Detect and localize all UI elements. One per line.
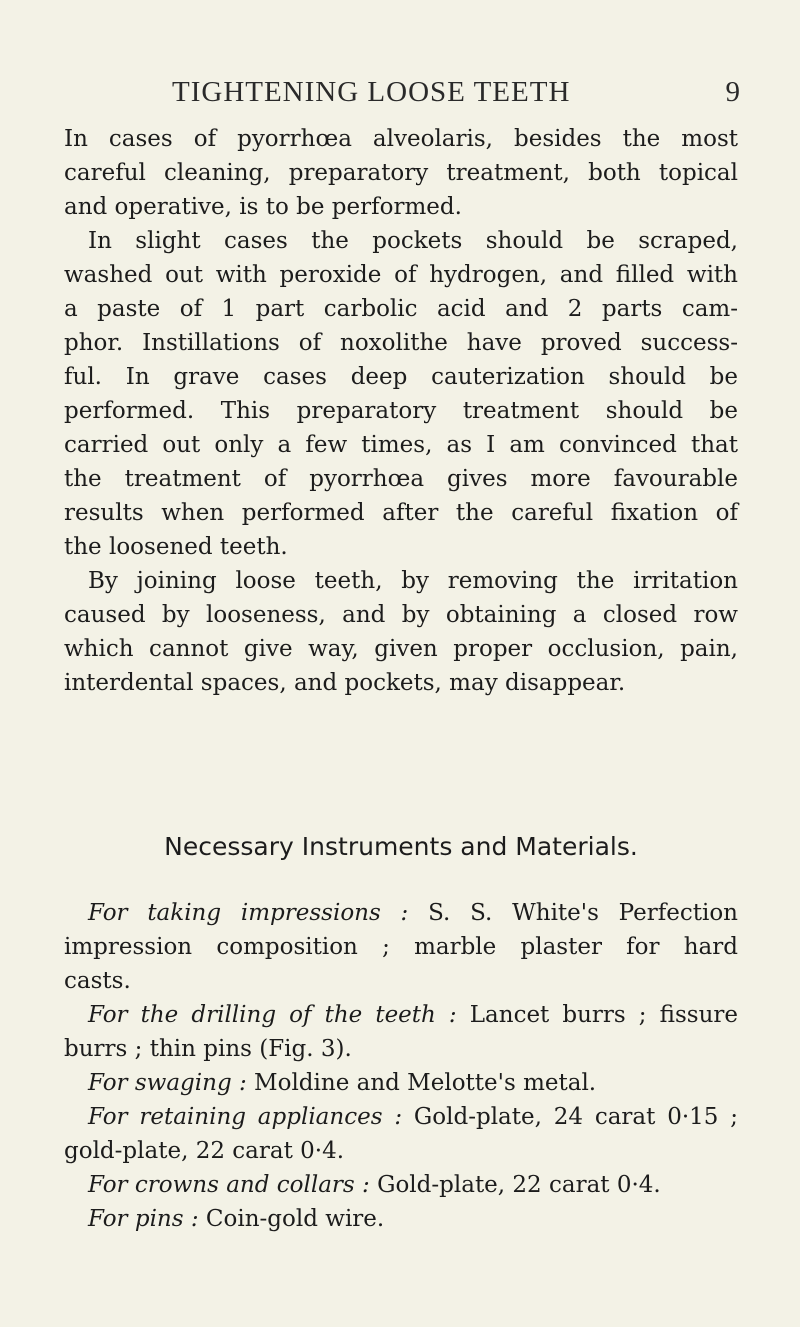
- paragraph-3-line-3: which cannot give way, given proper occlusion, pain,: [64, 636, 738, 662]
- paragraph-2-line-9: results when performed after the careful fixation of: [64, 500, 738, 526]
- materials-crowns-label: For crowns and collars :: [88, 1172, 370, 1198]
- section-heading: Necessary Instruments and Materials.: [164, 832, 638, 861]
- materials-impressions-line-1: [64, 896, 738, 930]
- materials-drilling-line-2: burrs ; thin pins (Fig. 3).: [64, 1036, 352, 1062]
- materials-drilling-label: For the drilling of the teeth :: [88, 1002, 457, 1028]
- materials-crowns-text-1: Gold-plate, 22 carat 0·4.: [369, 1172, 661, 1198]
- paragraph-3-line-1: By joining loose teeth, by removing the irritation: [88, 568, 738, 594]
- materials-pins-line-1: [64, 1202, 738, 1236]
- materials-impressions-line-2: impression composition ; marble plaster for hard: [64, 934, 738, 960]
- paragraph-2-line-1: In slight cases the pockets should be scraped,: [88, 228, 738, 254]
- materials-pins-text-1: Coin-gold wire.: [198, 1206, 385, 1232]
- materials-swaging-text-1: Moldine and Melotte's metal.: [246, 1070, 597, 1096]
- paragraph-2-line-3: a paste of 1 part carbolic acid and 2 parts cam-: [64, 296, 738, 322]
- materials-impressions-text-1: S. S. White's Perfection: [408, 900, 738, 926]
- materials-drilling-line-1: [64, 998, 738, 1032]
- paragraph-2-line-5: ful. In grave cases deep cauterization should be: [64, 364, 738, 390]
- materials-retaining-text-1: Gold-plate, 24 carat 0·15 ;: [402, 1104, 738, 1130]
- materials-impressions-label: For taking impressions :: [88, 900, 409, 926]
- materials-swaging-label: For swaging :: [88, 1070, 247, 1096]
- paragraph-2-line-6: performed. This preparatory treatment should be: [64, 398, 738, 424]
- page-header: [172, 76, 740, 116]
- paragraph-1-line-3: and operative, is to be performed.: [64, 194, 462, 220]
- materials-list: [64, 896, 738, 1236]
- materials-retaining-line-2: gold-plate, 22 carat 0·4.: [64, 1138, 345, 1164]
- paragraph-3-line-4: interdental spaces, and pockets, may disappear.: [64, 670, 626, 696]
- paragraph-2-line-4: phor. Instillations of noxolithe have proved success-: [64, 330, 738, 356]
- paragraph-2-line-2: washed out with peroxide of hydrogen, and filled with: [64, 262, 738, 288]
- materials-drilling-text-1: Lancet burrs ; fissure: [456, 1002, 738, 1028]
- materials-crowns-line-1: [64, 1168, 738, 1202]
- paragraph-2-line-7: carried out only a few times, as I am convinced that: [64, 432, 738, 458]
- paragraph-1-line-2: careful cleaning, preparatory treatment, both topical: [64, 160, 738, 186]
- body-text: [64, 122, 738, 700]
- materials-swaging-line-1: [64, 1066, 738, 1100]
- materials-retaining-line-1: [64, 1100, 738, 1134]
- materials-retaining-label: For retaining appliances :: [88, 1104, 403, 1130]
- paragraph-2-line-10: the loosened teeth.: [64, 534, 288, 560]
- page-number: 9: [725, 76, 740, 108]
- paragraph-3-line-2: caused by looseness, and by obtaining a closed row: [64, 602, 738, 628]
- paragraph-1-line-1: In cases of pyorrhœa alveolaris, besides the most: [64, 126, 738, 152]
- running-title: TIGHTENING LOOSE TEETH: [172, 76, 571, 108]
- paragraph-2-line-8: the treatment of pyorrhœa gives more favourable: [64, 466, 738, 492]
- materials-pins-label: For pins :: [88, 1206, 199, 1232]
- materials-impressions-line-3: casts.: [64, 968, 131, 994]
